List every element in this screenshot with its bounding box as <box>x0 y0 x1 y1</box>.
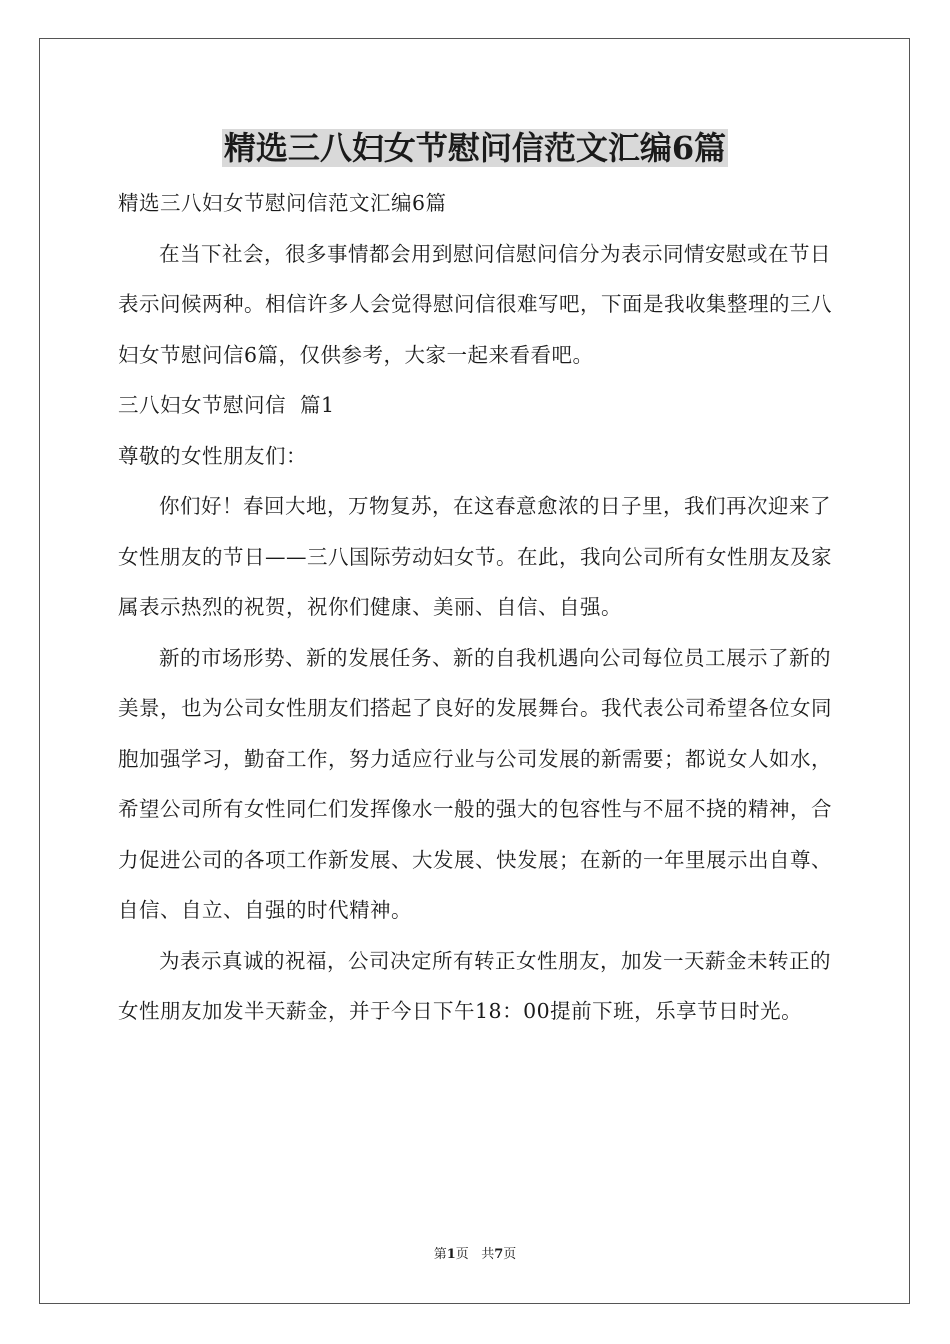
document-title <box>0 126 950 170</box>
document-subtitle: 精选三八妇女节慰问信范文汇编6篇 <box>118 191 447 215</box>
page-footer <box>0 1246 950 1264</box>
body-paragraph-3: 为表示真诚的祝福，公司决定所有转正女性朋友，加发一天薪金未转正的女性朋友加发半天薪金，并于今日下午18：00提前下班，乐享节日时光。 <box>118 948 831 1023</box>
section-heading: 三八妇女节慰问信 篇1 <box>118 393 335 417</box>
body-paragraph-2: 新的市场形势、新的发展任务、新的自我机遇向公司每位员工展示了新的美景，也为公司女性朋友们搭起了良好的发展舞台。我代表公司希望各位女同胞加强学习，勤奋工作，努力适应行业与公司发展的新需要；都说女人如水，希望公司所有女性同仁们发挥像水一般的强大的包容性与不屈不挠的精神，合力促进公司的各项工作新发展、大发展、快发展；在新的一年里展示出自尊、自信、自立、自强的时代精神。 <box>118 645 832 922</box>
salutation: 尊敬的女性朋友们： <box>118 443 307 468</box>
intro-paragraph: 在当下社会，很多事情都会用到慰问信慰问信分为表示同情安慰或在节日表示问候两种。相信许多人会觉得慰问信很难写吧，下面是我收集整理的三八妇女节慰问信6篇，仅供参考，大家一起来看看吧。 <box>118 241 832 367</box>
document-body <box>118 178 838 1037</box>
document-title-text: 精选三八妇女节慰问信范文汇编6篇 <box>223 129 727 167</box>
total-page-number: 7 <box>494 1247 504 1262</box>
body-paragraph-1: 你们好！春回大地，万物复苏，在这春意愈浓的日子里，我们再次迎来了女性朋友的节日——三八国际劳动妇女节。在此，我向公司所有女性朋友及家属表示热烈的祝贺，祝你们健康、美丽、自信、自强。 <box>118 494 832 619</box>
page-mid: 页 共 <box>455 1247 495 1262</box>
page-prefix: 第 <box>433 1247 447 1262</box>
page-suffix: 页 <box>503 1247 517 1262</box>
current-page-number: 1 <box>446 1247 456 1262</box>
